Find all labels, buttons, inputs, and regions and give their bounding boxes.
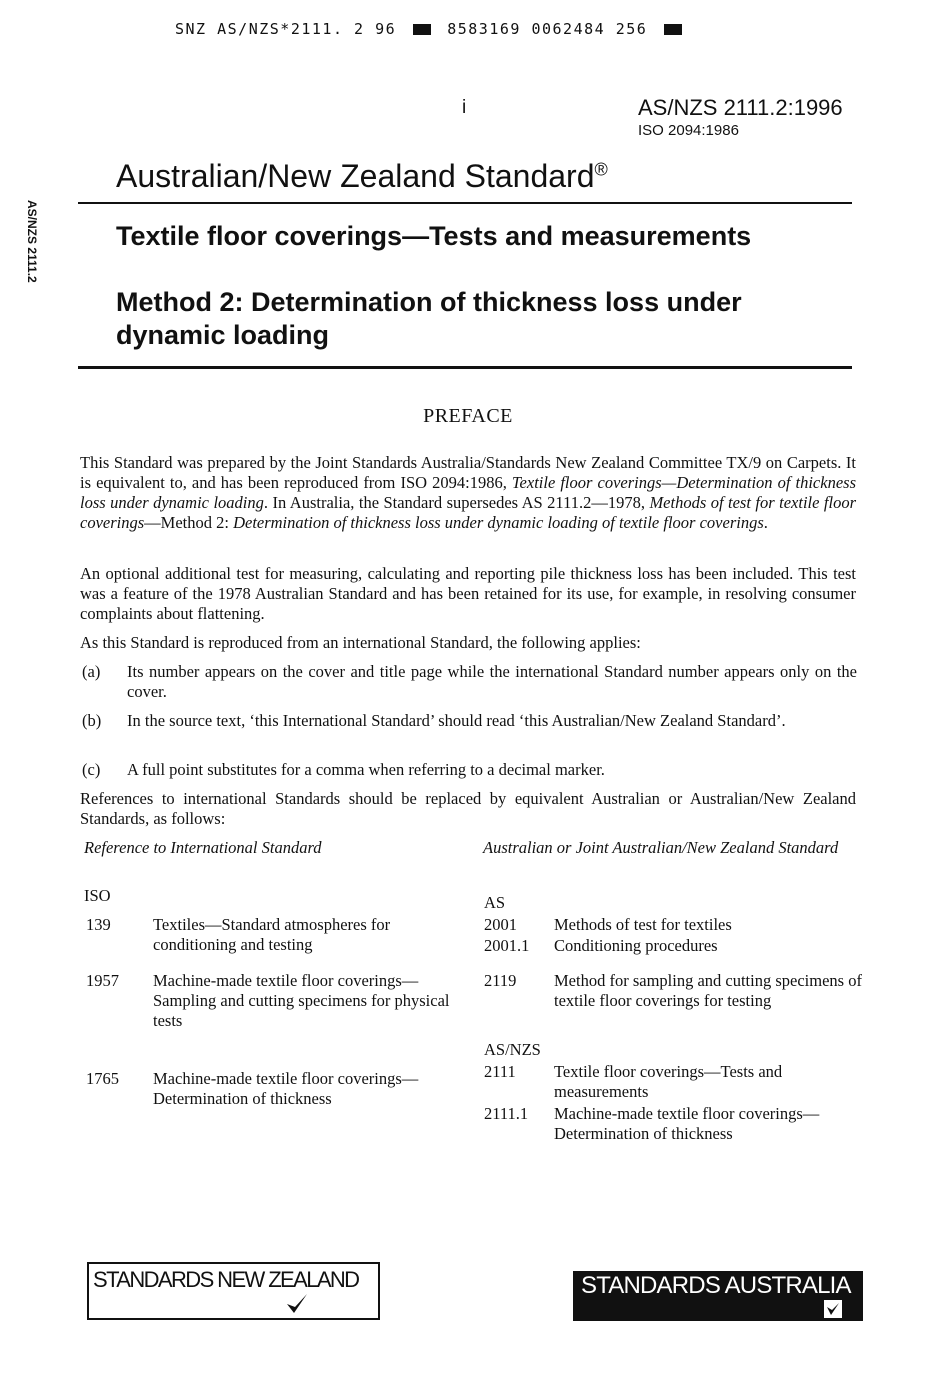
as-ref-number: 2119: [484, 971, 517, 990]
preface-paragraph-3: As this Standard is reproduced from an international Standard, the following applies:: [80, 633, 641, 652]
registered-mark: ®: [594, 159, 608, 180]
main-title: Textile floor coverings—Tests and measurements: [116, 221, 752, 251]
p1-italic-title: Methods of test for textile floor coverings: [80, 493, 856, 532]
as-group-label: AS: [484, 893, 506, 912]
list-item-label: (c): [82, 760, 101, 779]
preface-paragraph-2: An optional additional test for measuring, calculating and reporting pile thickness loss has been included. This test was a feature of the 1978 Australian Standard and has been retained for its use, for example, in resolving consumer complaints about flattening.: [80, 564, 856, 623]
iso-ref-title: Machine-made textile floor coverings—Determination of thickness: [153, 1069, 419, 1108]
asnzs-ref-title: Machine-made textile floor coverings—Determination of thickness: [554, 1104, 820, 1143]
asnzs-ref-number: 2111.1: [484, 1104, 529, 1123]
as-ref-title: Method for sampling and cutting specimens of textile floor coverings for testing: [554, 971, 862, 1010]
checkmark-icon: [285, 1292, 309, 1316]
as-ref-number: 2001: [484, 915, 517, 934]
reference-column-header-right: Australian or Joint Australian/New Zealand Standard: [483, 838, 839, 857]
p1-text: .: [763, 513, 768, 532]
preface-paragraph-4: References to international Standards should be replaced by equivalent Australian or Australian/New Zealand Standards, as follows:: [80, 789, 856, 828]
asnzs-group-label: AS/NZS: [484, 1040, 541, 1059]
iso-ref-title: Machine-made textile floor coverings—Sampling and cutting specimens for physical tests: [153, 971, 450, 1030]
snz-logo-text: STANDARDS NEW ZEALAND: [93, 1267, 359, 1292]
as-ref-title: Conditioning procedures: [554, 936, 718, 955]
series-title-text: Australian/New Zealand Standard: [116, 158, 595, 194]
list-item-label: (a): [82, 662, 101, 681]
p1-text: This Standard was prepared by the Joint Standards Australia/Standards New Zealand Committee TX/9 on Carpets. It is equivalent to, and has been reproduced from ISO 2094:1986,: [80, 453, 856, 492]
standards-mark-icon: [824, 1300, 842, 1318]
scan-block-mark: [413, 24, 431, 35]
sa-logo-text: STANDARDS AUSTRALIA: [581, 1272, 851, 1299]
side-tab: [25, 200, 43, 310]
title-rule-top: [78, 202, 852, 204]
list-item-text: Its number appears on the cover and title page while the international Standard number appears only on the cover.: [127, 662, 857, 701]
reference-column-header-left: Reference to International Standard: [84, 838, 322, 857]
p1-italic-title: Determination of thickness loss under dynamic loading of textile floor coverings: [233, 513, 764, 532]
series-title: [116, 158, 608, 195]
iso-group-label: ISO: [84, 886, 111, 905]
as-ref-number: 2001.1: [484, 936, 530, 955]
list-item-text: In the source text, ‘this International Standard’ should read ‘this Australian/New Zealand Standard’.: [127, 711, 786, 730]
page-numeral: i: [462, 97, 467, 118]
p1-text: —Method 2:: [144, 513, 234, 532]
standard-number: AS/NZS 2111.2:1996: [638, 95, 843, 120]
iso-ref-number: 1957: [86, 971, 119, 990]
standards-new-zealand-logo: [87, 1262, 380, 1320]
iso-ref-number: 139: [86, 915, 111, 934]
method-title: Method 2: Determination of thickness loss under dynamic loading: [116, 287, 742, 350]
scan-header-code: 8583169 0062484 256: [447, 20, 648, 38]
p1-italic-title: Textile floor coverings—Determination of thickness loss under dynamic loading: [80, 473, 856, 512]
as-ref-title: Methods of test for textiles: [554, 915, 732, 934]
asnzs-ref-title: Textile floor coverings—Tests and measurements: [554, 1062, 783, 1101]
title-rule-bottom: [78, 366, 852, 369]
scan-header-left: SNZ AS/NZS*2111. 2 96: [175, 20, 397, 38]
list-item-label: (b): [82, 711, 102, 730]
iso-number: ISO 2094:1986: [638, 122, 739, 139]
scan-block-mark: [664, 24, 682, 35]
list-item-text: A full point substitutes for a comma when referring to a decimal marker.: [127, 760, 605, 779]
p1-text: . In Australia, the Standard supersedes AS 2111.2—1978,: [263, 493, 650, 512]
asnzs-ref-number: 2111: [484, 1062, 516, 1081]
standards-australia-logo: [573, 1271, 863, 1321]
scan-header: [175, 20, 688, 38]
preface-paragraph-1: [80, 453, 856, 533]
iso-ref-title: Textiles—Standard atmospheres for conditioning and testing: [153, 915, 391, 954]
side-tab-label: AS/NZS 2111.2: [25, 200, 39, 283]
iso-ref-number: 1765: [86, 1069, 119, 1088]
preface-heading: PREFACE: [423, 405, 513, 427]
